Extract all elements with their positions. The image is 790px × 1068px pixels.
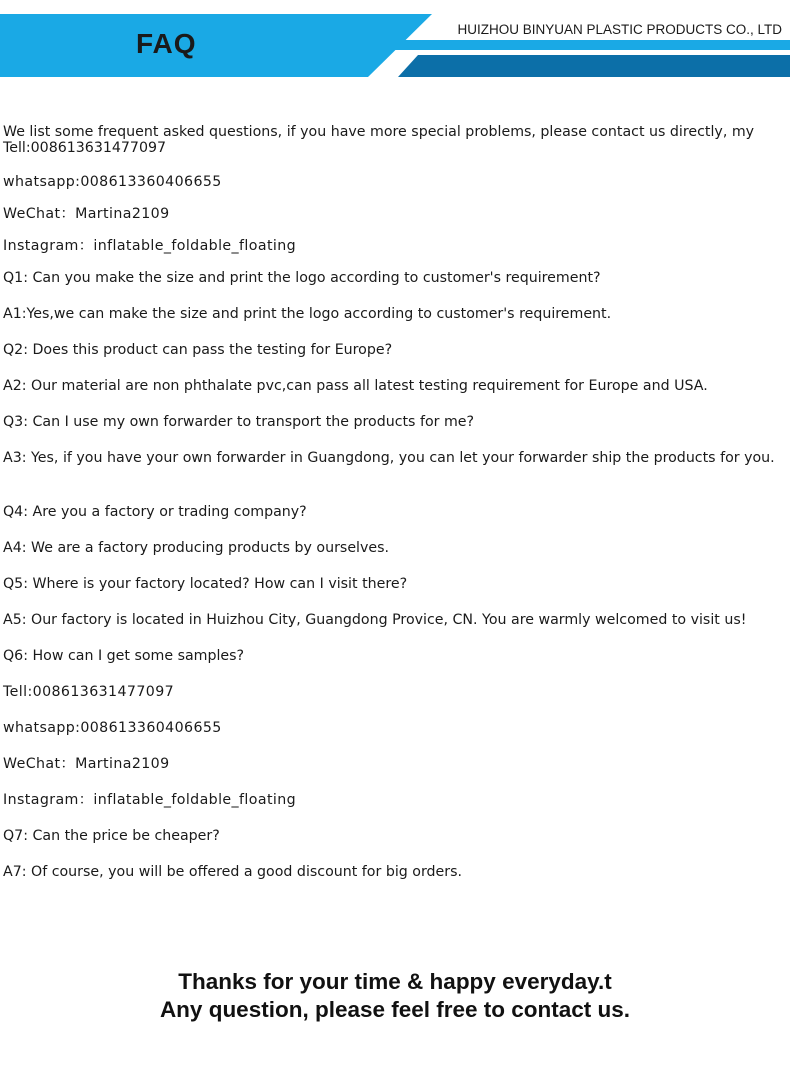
footer-message — [0, 968, 790, 1024]
banner-light-blue-shape — [0, 14, 432, 77]
banner-light-blue-stripe — [394, 40, 790, 50]
faq-answer-6-instagram: Instagram：inflatable_foldable_floating — [3, 792, 297, 808]
faq-answer-2: A2: Our material are non phthalate pvc,can pass all latest testing requirement for Europe and USA. — [3, 378, 708, 394]
company-name: HUIZHOU BINYUAN PLASTIC PRODUCTS CO., LTD — [457, 22, 782, 37]
banner-dark-blue-stripe — [398, 55, 790, 77]
faq-answer-6-tel: Tell:008613631477097 — [3, 684, 175, 700]
faq-question-2: Q2: Does this product can pass the testing for Europe? — [3, 342, 393, 358]
page-title: FAQ — [136, 28, 197, 59]
footer-line-1: Thanks for your time & happy everyday.t — [178, 969, 612, 994]
faq-answer-6-whatsapp: whatsapp:008613360406655 — [3, 720, 222, 736]
faq-answer-3: A3: Yes, if you have your own forwarder in Guangdong, you can let your forwarder ship the products for you. — [3, 450, 775, 466]
faq-question-4: Q4: Are you a factory or trading company? — [3, 504, 307, 520]
intro-instagram: Instagram：inflatable_foldable_floating — [3, 238, 297, 254]
faq-question-6: Q6: How can I get some samples? — [3, 648, 245, 664]
intro-whatsapp: whatsapp:008613360406655 — [3, 174, 222, 190]
faq-question-3: Q3: Can I use my own forwarder to transport the products for me? — [3, 414, 475, 430]
faq-answer-1: A1:Yes,we can make the size and print the logo according to customer's requirement. — [3, 306, 612, 322]
faq-content — [3, 124, 787, 900]
faq-question-1: Q1: Can you make the size and print the logo according to customer's requirement? — [3, 270, 601, 286]
faq-answer-7: A7: Of course, you will be offered a good discount for big orders. — [3, 864, 463, 880]
faq-answer-5: A5: Our factory is located in Huizhou City, Guangdong Provice, CN. You are warmly welcomed to visit us! — [3, 612, 747, 628]
faq-answer-6-wechat: WeChat：Martina2109 — [3, 756, 170, 772]
faq-question-5: Q5: Where is your factory located? How can I visit there? — [3, 576, 408, 592]
banner-graphic — [0, 0, 790, 80]
intro-text: We list some frequent asked questions, if you have more special problems, please contact us directly, my Tell:008613631477097 — [3, 124, 755, 156]
intro-wechat: WeChat：Martina2109 — [3, 206, 170, 222]
faq-answer-4: A4: We are a factory producing products by ourselves. — [3, 540, 390, 556]
faq-question-7: Q7: Can the price be cheaper? — [3, 828, 220, 844]
faq-header-banner — [0, 0, 790, 80]
footer-line-2: Any question, please feel free to contact us. — [159, 997, 631, 1022]
